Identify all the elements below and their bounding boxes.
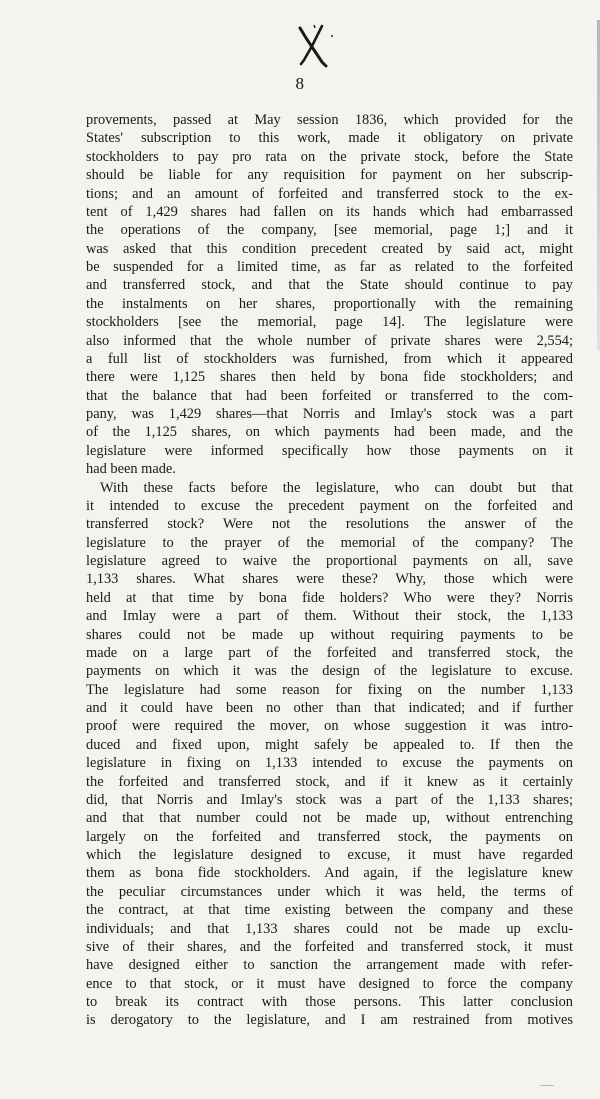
text-line: legislature agreed to waive the proportional payments on all, save <box>86 553 573 569</box>
text-line: also informed that the whole number of private shares were 2,554; <box>86 332 573 349</box>
text-line: should be liable for any requisition for payment on her subscrip- <box>86 167 573 184</box>
text-line: made on a large part of the forfeited and transferred stock, the <box>86 644 573 661</box>
text-line: stockholders to pay pro rata on the private stock, before the State <box>86 148 573 165</box>
text-line: them as bona fide stockholders. And again, if the legislature knew <box>86 865 573 882</box>
text-line: ence to that stock, or it must have designed to force the company <box>86 975 573 992</box>
text-line: the forfeited and transferred stock, and if it knew as it certainly <box>86 773 573 790</box>
text-line: a full list of stockholders was furnished, from which it appeared <box>86 350 573 367</box>
text-line: legislature to the prayer of the memorial of the company? The <box>86 534 573 551</box>
text-line: transferred stock? Were not the resolutions the answer of the <box>86 516 573 533</box>
body-text <box>86 111 573 1030</box>
text-line: sive of their shares, and the forfeited and transferred stock, it must <box>86 938 573 955</box>
text-line: largely on the forfeited and transferred stock, the payments on <box>86 828 573 845</box>
text-line: the instalments on her shares, proportionally with the remaining <box>86 295 573 312</box>
text-line: legislature were informed specifically how those payments on it <box>86 442 573 459</box>
text-line: and it could have been no other than that indicated; and if further <box>86 700 573 716</box>
text-line: held at that time by bona fide holders? Who were they? Norris <box>86 589 573 606</box>
text-line: the peculiar circumstances under which it was held, the terms of <box>86 883 573 900</box>
text-line: be suspended for a limited time, as far as related to the forfeited <box>86 259 573 275</box>
text-line: tent of 1,429 shares had fallen on its hands which had embarrassed <box>86 203 573 220</box>
text-line: States' subscription to this work, made it obligatory on private <box>86 130 573 147</box>
text-line: of the 1,125 shares, on which payments had been made, and the <box>86 424 573 441</box>
text-line: is derogatory to the legislature, and I am restrained from motives <box>86 1012 573 1029</box>
text-line: the contract, at that time existing between the company and these <box>86 902 573 919</box>
text-line: shares could not be made up without requiring payments to be <box>86 626 573 643</box>
ink-cross-mark-icon <box>292 22 336 68</box>
text-line: individuals; and that 1,133 shares could not be made up exclu- <box>86 920 573 937</box>
text-line: provements, passed at May session 1836, which provided for the <box>86 112 573 128</box>
text-line: stockholders [see the memorial, page 14]. The legislature were <box>86 314 573 331</box>
text-line: 1,133 shares. What shares were these? Why, those which were <box>86 571 573 588</box>
text-line: and that that number could not be made up, without entrenching <box>86 810 573 827</box>
text-line: have designed either to sanction the arrangement made with refer- <box>86 957 573 974</box>
text-line: legislature in fixing on 1,133 intended to excuse the payments on <box>86 755 573 772</box>
text-line: pany, was 1,429 shares—that Norris and Imlay's stock was a part <box>86 406 573 422</box>
text-line: there were 1,125 shares then held by bona fide stockholders; and <box>86 369 573 386</box>
text-line: With these facts before the legislature, who can doubt but that <box>100 479 573 496</box>
text-line: to break its contract with those persons. This latter conclusion <box>86 994 573 1010</box>
text-line: the operations of the company, [see memorial, page 1;] and it <box>86 222 573 239</box>
text-line: and Imlay were a part of them. Without their stock, the 1,133 <box>86 608 573 625</box>
text-line: proof were required the mover, on whose suggestion it was intro- <box>86 718 573 735</box>
text-line: duced and fixed upon, might safely be appealed to. If then the <box>86 736 573 753</box>
text-line: and transferred stock, and that the State should continue to pay <box>86 277 573 294</box>
text-line: did, that Norris and Imlay's stock was a part of the 1,133 shares; <box>86 791 573 808</box>
text-line: which the legislature designed to excuse, it must have regarded <box>86 847 573 863</box>
text-line: had been made. <box>86 461 176 478</box>
text-line: was asked that this condition precedent created by said act, might <box>86 240 573 257</box>
page-number: 8 <box>295 74 305 93</box>
text-line: payments on which it was the design of the legislature to excuse. <box>86 663 573 680</box>
bottom-rule <box>540 1085 554 1086</box>
text-line: that the balance that had been forfeited or transferred to the com- <box>86 387 573 404</box>
text-line: The legislature had some reason for fixing on the number 1,133 <box>86 681 573 698</box>
text-line: tions; and an amount of forfeited and transferred stock to the ex- <box>86 185 573 202</box>
text-line: it intended to excuse the precedent payment on the forfeited and <box>86 497 573 514</box>
